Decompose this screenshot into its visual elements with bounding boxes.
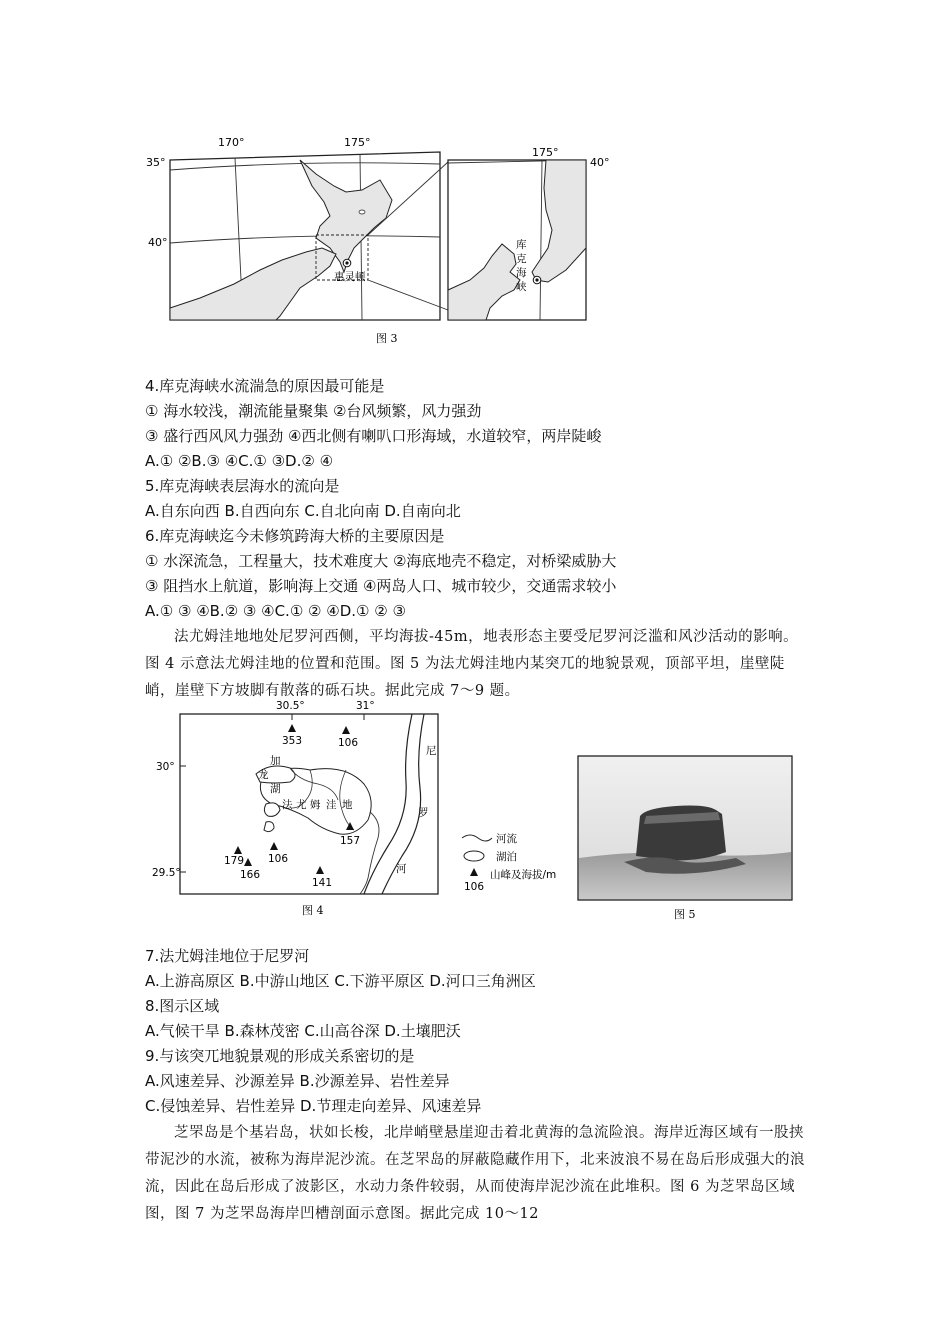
passage-zhifu-island: 芝罘岛是个基岩岛，状如长梭，北岸峭壁悬崖迎击着北黄海的急流险浪。海岸近海区域有一股挟带泥沙的水流，被称为海岸泥沙流。在芝罘岛的屏蔽隐藏作用下，北来波浪不易在岛后形成强大的浪流，因此在岛后形成了波影区，水动力条件较弱，从而使海岸泥沙流在此堆积。图 6 为芝罘岛区域图，图 7 为芝罘岛海岸凹槽剖面示意图。据此完成 10～12 (145, 1125, 805, 1222)
passage-faiyum: 法尤姆洼地地处尼罗河西侧，平均海拔-45m，地表形态主要受尼罗河泛滥和风沙活动的影响。图 4 示意法尤姆洼地的位置和范围。图 5 为法尤姆洼地内某突兀的地貌景观，顶部平坦，崖壁陡峭，崖壁下方坡脚有散落的砾石块。据此完成 7～9 题。 (145, 629, 799, 699)
q8-options: A.气候干旱 B.森林茂密 C.山高谷深 D.土壤肥沃 (145, 1022, 461, 1040)
legend-river-label: 河流 (496, 833, 517, 845)
q7-stem: 7.法尤姆洼地位于尼罗河 (145, 947, 310, 965)
inset-north-island (532, 160, 586, 282)
q4-line2: ③ 盛行西风风力强劲 ④西北侧有喇叭口形海域，水道较窄，两岸陡峻 (145, 427, 602, 445)
strait-char-3: 海 (516, 267, 527, 279)
q6-line2: ③ 阻挡水上航道，影响海上交通 ④两岛人口、城市较少，交通需求较小 (145, 577, 617, 595)
figure-3-map (140, 130, 620, 355)
q4-stem: 4.库克海峡水流湍急的原因最可能是 (145, 377, 385, 395)
figure-5-caption: 图 5 (674, 908, 696, 921)
peak-106-north-label: 106 (338, 737, 359, 749)
q9-stem: 9.与该突兀地貌景观的形成关系密切的是 (145, 1047, 415, 1065)
q4-line1: ① 海水较浅，潮流能量聚集 ②台风频繁，风力强劲 (145, 402, 482, 420)
lake-char-2: 龙 (258, 769, 269, 781)
depression-char-3: 姆 (310, 799, 321, 811)
legend-river-symbol (462, 835, 492, 841)
legend-peak-value: 106 (464, 881, 485, 893)
lon-170-label: 170° (218, 136, 245, 149)
peak-106-south-label: 106 (268, 853, 289, 865)
nile-char-1: 尼 (426, 745, 437, 757)
strait-char-2: 克 (516, 253, 527, 265)
inset-lat-label: 40° (590, 156, 610, 169)
inset-south-island (448, 244, 520, 320)
figure-4-caption: 图 4 (302, 904, 324, 917)
lat-40-label: 40° (148, 236, 168, 249)
nile-char-2: 罗 (418, 807, 429, 819)
q6-line1: ① 水深流急，工程量大，技术难度大 ②海底地壳不稳定，对桥梁威胁大 (145, 552, 617, 570)
figure-3-caption: 图 3 (376, 332, 398, 345)
south-island (170, 248, 336, 320)
q8-stem: 8.图示区域 (145, 997, 220, 1015)
inset-lon-label: 175° (532, 146, 559, 159)
q9-line2: C.侵蚀差异、岩性差异 D.节理走向差异、风速差异 (145, 1097, 482, 1115)
peak-166-label: 166 (240, 869, 261, 881)
q6-stem: 6.库克海峡迄今未修筑跨海大桥的主要原因是 (145, 527, 445, 545)
city-label: 惠灵顿 (334, 271, 366, 283)
lat-35-label: 35° (146, 156, 166, 169)
strait-char-1: 库 (516, 239, 527, 251)
lon-305-label: 30.5° (276, 700, 305, 712)
lake-char-3: 湖 (270, 783, 281, 795)
legend-peak-label: 山峰及海拔/m (490, 869, 557, 881)
depression-char-2: 尤 (296, 799, 307, 811)
figure-5-photo (576, 754, 796, 922)
lat-295-label: 29.5° (152, 867, 181, 879)
lake-char-1: 加 (270, 755, 281, 767)
depression-char-5: 地 (342, 799, 353, 811)
q9-line1: A.风速差异、沙源差异 B.沙源差异、岩性差异 (145, 1072, 450, 1090)
figure-4-map (150, 696, 570, 924)
peak-353-label: 353 (282, 735, 303, 747)
lon-31-label: 31° (356, 700, 375, 712)
depression-char-1: 法 (282, 799, 293, 811)
q7-options: A.上游高原区 B.中游山地区 C.下游平原区 D.河口三角洲区 (145, 972, 536, 990)
legend-lake-symbol (464, 851, 484, 861)
legend-lake-label: 湖泊 (496, 851, 517, 863)
strait-char-4: 峡 (516, 281, 527, 293)
q6-options: A.① ③ ④B.② ③ ④C.① ② ④D.① ② ③ (145, 602, 406, 620)
q5-stem: 5.库克海峡表层海水的流向是 (145, 477, 340, 495)
depression-char-4: 洼 (326, 799, 337, 811)
lat-30-label: 30° (156, 761, 175, 773)
lon-175-label: 175° (344, 136, 371, 149)
legend-peak-icon (470, 868, 478, 876)
peak-141-label: 141 (312, 877, 333, 889)
q4-options: A.① ②B.③ ④C.① ③D.② ④ (145, 452, 334, 470)
nile-char-3: 河 (396, 863, 407, 875)
q5-options: A.自东向西 B.自西向东 C.自北向南 D.自南向北 (145, 502, 461, 520)
peak-157-label: 157 (340, 835, 361, 847)
peak-179-label: 179 (224, 855, 245, 867)
